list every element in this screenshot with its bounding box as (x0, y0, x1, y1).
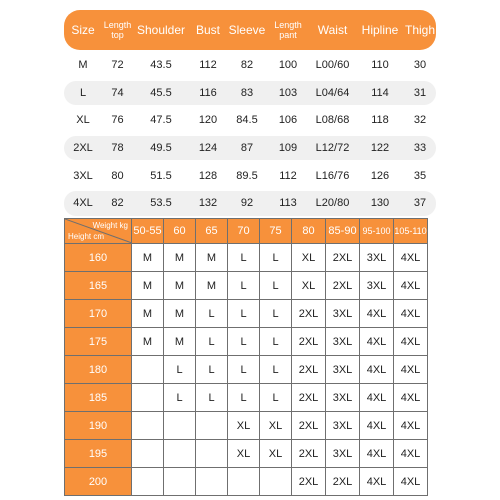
size-recommendation-cell: 2XL (326, 468, 360, 496)
height-header: 170 (65, 300, 132, 328)
size-recommendation-cell: 3XL (360, 244, 394, 272)
size-recommendation-cell: M (196, 244, 228, 272)
size-recommendation-cell: L (196, 356, 228, 384)
size-recommendation-cell: 3XL (326, 384, 360, 412)
fit-guide-row (65, 328, 428, 356)
weight-header: 95-100 (360, 219, 394, 244)
size-cell: 110 (371, 59, 389, 72)
fit-guide-corner (65, 219, 132, 244)
size-chart-header (64, 10, 436, 50)
size-recommendation-cell (132, 468, 164, 496)
size-recommendation-cell: 4XL (360, 328, 394, 356)
size-recommendation-cell: XL (228, 412, 260, 440)
size-row (64, 81, 436, 106)
corner-height-label: Height cm (68, 232, 105, 241)
size-cell: 35 (413, 169, 427, 182)
header-bust: Bust (195, 23, 220, 37)
size-label: L (79, 86, 87, 99)
size-recommendation-cell: M (164, 272, 196, 300)
size-recommendation-cell: 4XL (394, 440, 428, 468)
size-chart-body (64, 53, 436, 216)
fit-guide-row (65, 272, 428, 300)
fit-guide-row (65, 412, 428, 440)
header-length-pant: Length pant (274, 20, 302, 40)
size-cell: L20/80 (315, 197, 350, 210)
size-recommendation-cell: L (260, 244, 292, 272)
size-recommendation-cell (164, 440, 196, 468)
weight-header: 50-55 (132, 219, 164, 244)
size-recommendation-cell: XL (292, 244, 326, 272)
size-cell: 37 (413, 197, 427, 210)
height-header: 185 (65, 384, 132, 412)
size-row (64, 136, 436, 161)
size-cell: L00/60 (315, 59, 350, 72)
size-cell: 103 (278, 86, 298, 99)
size-cell: 31 (413, 86, 427, 99)
size-recommendation-cell: 2XL (292, 328, 326, 356)
size-recommendation-cell: 2XL (292, 300, 326, 328)
height-header: 175 (65, 328, 132, 356)
size-cell: 100 (278, 59, 298, 72)
size-recommendation-cell: 2XL (326, 244, 360, 272)
fit-guide-row (65, 440, 428, 468)
weight-header: 105-110 (394, 219, 428, 244)
size-recommendation-cell: 4XL (394, 328, 428, 356)
weight-header: 65 (196, 219, 228, 244)
size-cell: 132 (198, 197, 218, 210)
size-recommendation-cell: 2XL (326, 272, 360, 300)
size-cell: 53.5 (150, 197, 172, 210)
size-recommendation-cell (228, 468, 260, 496)
size-recommendation-cell: 4XL (360, 384, 394, 412)
size-recommendation-cell: 4XL (394, 356, 428, 384)
weight-header: 85-90 (326, 219, 360, 244)
size-cell: 109 (278, 142, 298, 155)
size-cell: 113 (279, 197, 297, 210)
size-recommendation-cell (164, 412, 196, 440)
size-recommendation-cell: L (260, 328, 292, 356)
size-cell: 106 (278, 114, 298, 127)
size-recommendation-cell: M (196, 272, 228, 300)
size-recommendation-cell: M (164, 244, 196, 272)
fit-guide-row (65, 244, 428, 272)
size-cell: 49.5 (150, 142, 172, 155)
size-cell: 114 (371, 86, 389, 99)
size-cell: 118 (371, 114, 389, 127)
height-header: 180 (65, 356, 132, 384)
weight-header: 60 (164, 219, 196, 244)
size-recommendation-cell: M (164, 328, 196, 356)
weight-header: 70 (228, 219, 260, 244)
header-thigh: Thigh (404, 23, 436, 37)
size-recommendation-cell: L (260, 384, 292, 412)
size-recommendation-cell: L (228, 328, 260, 356)
size-recommendation-cell: L (196, 300, 228, 328)
size-label: XL (76, 114, 90, 127)
header-length-top: Length top (103, 20, 132, 40)
size-cell: 126 (370, 169, 390, 182)
size-recommendation-cell: 2XL (292, 440, 326, 468)
size-recommendation-cell: 4XL (394, 384, 428, 412)
fit-guide-row (65, 468, 428, 496)
height-header: 165 (65, 272, 132, 300)
size-recommendation-cell: 4XL (360, 300, 394, 328)
size-recommendation-cell: 4XL (360, 440, 394, 468)
size-cell: 32 (413, 114, 427, 127)
size-label: 2XL (73, 142, 93, 155)
size-cell: 43.5 (150, 59, 172, 72)
size-recommendation-cell: 3XL (326, 300, 360, 328)
size-cell: L16/76 (315, 169, 350, 182)
fit-guide-row (65, 300, 428, 328)
size-recommendation-cell: XL (228, 440, 260, 468)
size-recommendation-cell: L (228, 272, 260, 300)
size-recommendation-cell: XL (292, 272, 326, 300)
fit-guide-table (64, 218, 428, 496)
size-recommendation-cell: L (228, 244, 260, 272)
header-shoulder: Shoulder (136, 23, 186, 37)
size-recommendation-cell (196, 468, 228, 496)
size-cell: 87 (240, 142, 254, 155)
size-recommendation-cell: L (228, 300, 260, 328)
size-recommendation-cell: L (164, 356, 196, 384)
size-recommendation-cell: 3XL (326, 356, 360, 384)
size-chart (64, 10, 436, 216)
size-recommendation-cell: 2XL (292, 356, 326, 384)
size-recommendation-cell: L (260, 300, 292, 328)
size-cell: 128 (198, 169, 218, 182)
size-cell: L12/72 (315, 142, 350, 155)
size-label: M (78, 59, 88, 72)
size-cell: L04/64 (315, 86, 350, 99)
size-cell: 45.5 (150, 86, 172, 99)
size-recommendation-cell (196, 412, 228, 440)
size-cell: 76 (111, 114, 124, 127)
size-recommendation-cell: 4XL (394, 272, 428, 300)
size-recommendation-cell (260, 468, 292, 496)
size-recommendation-cell: L (260, 272, 292, 300)
height-header: 195 (65, 440, 132, 468)
size-recommendation-cell: M (132, 300, 164, 328)
size-recommendation-cell: 2XL (292, 384, 326, 412)
size-recommendation-cell: L (260, 356, 292, 384)
size-cell: 120 (198, 114, 218, 127)
size-recommendation-cell (132, 384, 164, 412)
size-recommendation-cell: 4XL (394, 244, 428, 272)
size-recommendation-cell: L (196, 328, 228, 356)
size-recommendation-cell: 2XL (292, 468, 326, 496)
header-hipline: Hipline (361, 23, 399, 37)
size-cell: 30 (413, 59, 427, 72)
fit-guide-row (65, 356, 428, 384)
size-recommendation-cell (132, 356, 164, 384)
size-recommendation-cell: 4XL (360, 356, 394, 384)
size-cell: L08/68 (315, 114, 350, 127)
size-cell: 130 (370, 197, 390, 210)
size-cell: 72 (111, 59, 124, 72)
size-cell: 80 (111, 169, 124, 182)
height-header: 190 (65, 412, 132, 440)
fit-guide-row (65, 384, 428, 412)
size-row (64, 108, 436, 133)
height-header: 200 (65, 468, 132, 496)
size-recommendation-cell: 3XL (360, 272, 394, 300)
size-cell: 92 (240, 197, 254, 210)
size-cell: 33 (413, 142, 427, 155)
header-sleeve: Sleeve (228, 23, 266, 37)
size-recommendation-cell: XL (260, 412, 292, 440)
size-recommendation-cell: 2XL (292, 412, 326, 440)
size-label: 4XL (73, 197, 93, 210)
size-recommendation-cell: 4XL (360, 412, 394, 440)
size-cell: 47.5 (150, 114, 172, 127)
height-header: 160 (65, 244, 132, 272)
size-cell: 84.5 (236, 114, 258, 127)
size-cell: 89.5 (236, 169, 258, 182)
size-recommendation-cell: 3XL (326, 412, 360, 440)
fit-guide-header-row (65, 219, 428, 244)
size-recommendation-cell: 4XL (394, 300, 428, 328)
size-cell: 112 (199, 59, 217, 72)
size-recommendation-cell: L (228, 356, 260, 384)
size-recommendation-cell: 4XL (394, 468, 428, 496)
size-cell: 83 (240, 86, 254, 99)
size-recommendation-cell: 4XL (360, 468, 394, 496)
size-recommendation-cell: M (132, 244, 164, 272)
size-recommendation-cell: M (132, 328, 164, 356)
size-recommendation-cell: L (228, 384, 260, 412)
size-cell: 74 (111, 86, 124, 99)
size-recommendation-cell: L (164, 384, 196, 412)
size-recommendation-cell: M (132, 272, 164, 300)
size-cell: 82 (111, 197, 124, 210)
corner-weight-label: Weight kg (92, 221, 128, 230)
size-cell: 122 (370, 142, 390, 155)
size-recommendation-cell: XL (260, 440, 292, 468)
weight-header: 75 (260, 219, 292, 244)
header-waist: Waist (317, 23, 348, 37)
size-label: 3XL (73, 169, 93, 182)
size-recommendation-cell: M (164, 300, 196, 328)
size-cell: 78 (111, 142, 124, 155)
size-row (64, 53, 436, 78)
header-size: Size (71, 23, 95, 37)
size-recommendation-cell (132, 412, 164, 440)
size-recommendation-cell: 3XL (326, 328, 360, 356)
size-cell: 116 (199, 86, 217, 99)
size-recommendation-cell (196, 440, 228, 468)
size-cell: 51.5 (150, 169, 172, 182)
size-recommendation-cell: 4XL (394, 412, 428, 440)
size-cell: 82 (240, 59, 254, 72)
size-recommendation-cell (132, 440, 164, 468)
size-cell: 124 (198, 142, 218, 155)
size-cell: 112 (279, 169, 297, 182)
weight-header: 80 (292, 219, 326, 244)
size-recommendation-cell: 3XL (326, 440, 360, 468)
size-recommendation-cell: L (196, 384, 228, 412)
size-row (64, 163, 436, 188)
size-row (64, 191, 436, 216)
size-recommendation-cell (164, 468, 196, 496)
